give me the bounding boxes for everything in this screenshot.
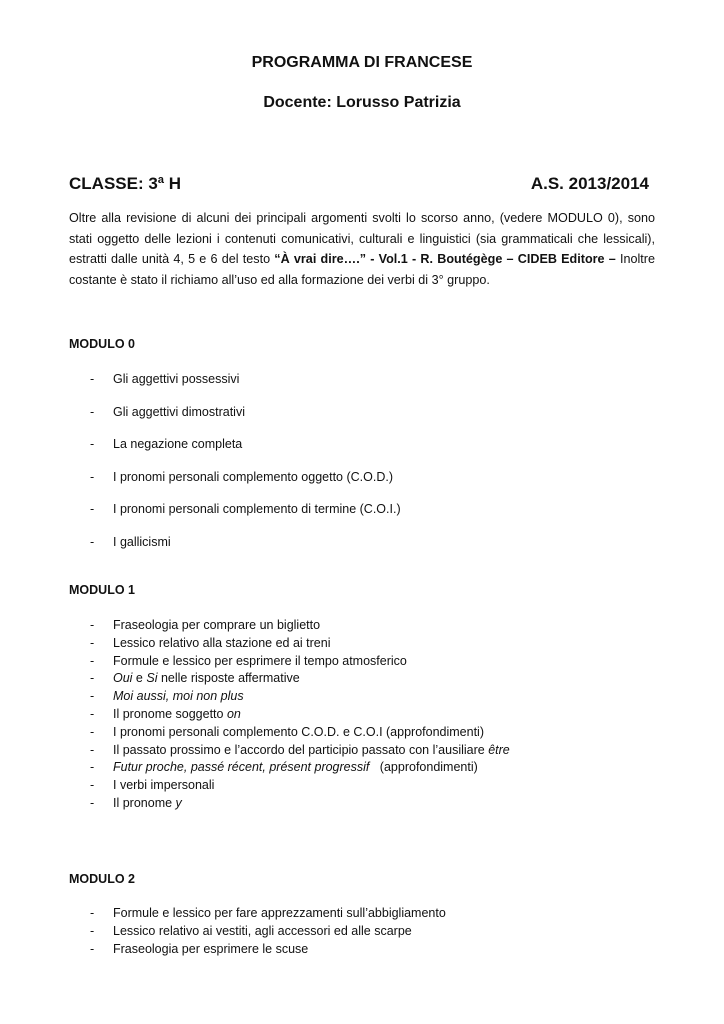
list-item: - Formule e lessico per fare apprezzamenti sull’abbigliamento bbox=[0, 905, 724, 923]
list-item: - I pronomi personali complemento oggetto (C.O.D.) bbox=[0, 469, 724, 502]
list-item: - I verbi impersonali bbox=[0, 777, 724, 795]
bullet-dash: - bbox=[90, 653, 95, 668]
list-item: - Fraseologia per esprimere le scuse bbox=[0, 941, 724, 959]
list-item: - I pronomi personali complemento C.O.D. e C.O.I (approfondimenti) bbox=[0, 724, 724, 742]
bullet-dash: - bbox=[90, 502, 95, 517]
list-item: - Il pronome y bbox=[0, 795, 724, 813]
intro-text: Oltre alla revisione di alcuni dei principali argomenti svolti lo scorso anno, (vedere MODULO 0), sono stati oggetto delle lezioni i contenuti comunicativi, culturali e linguistici (sia grammaticali che lessicali), estratti dalle unità 4, 5 e 6 del testo bbox=[69, 211, 655, 267]
list-item: - Lessico relativo ai vestiti, agli accessori ed alle scarpe bbox=[0, 923, 724, 941]
modulo-0-heading: MODULO 0 bbox=[69, 337, 135, 351]
list-item: - Lessico relativo alla stazione ed ai treni bbox=[0, 635, 724, 653]
bullet-dash: - bbox=[90, 941, 95, 956]
bullet-dash: - bbox=[90, 795, 95, 810]
page-title: PROGRAMMA DI FRANCESE bbox=[251, 54, 473, 71]
bullet-dash: - bbox=[90, 635, 95, 650]
bullet-dash: - bbox=[90, 372, 95, 386]
list-item: - Futur proche, passé récent, présent progressif (approfondimenti) bbox=[0, 759, 724, 777]
class-label: CLASSE: 3ª H bbox=[69, 174, 182, 193]
bullet-dash: - bbox=[90, 618, 95, 632]
textbook-reference: “À vrai dire….” - Vol.1 - R. Boutégège – CIDEB Editore – bbox=[274, 252, 616, 267]
teacher-name: Docente: Lorusso Patrizia bbox=[263, 94, 461, 111]
bullet-dash: - bbox=[90, 689, 95, 704]
bullet-dash: - bbox=[90, 906, 95, 920]
list-item: - Formule e lessico per esprimere il tempo atmosferico bbox=[0, 653, 724, 671]
list-item: - Il passato prossimo e l’accordo del participio passato con l’ausiliare être bbox=[0, 742, 724, 760]
bullet-dash: - bbox=[90, 742, 95, 757]
list-item: - I gallicismi bbox=[0, 534, 724, 567]
bullet-dash: - bbox=[90, 469, 95, 484]
bullet-dash: - bbox=[90, 437, 95, 452]
bullet-dash: - bbox=[90, 671, 95, 686]
modulo-2-heading: MODULO 2 bbox=[69, 872, 135, 886]
bullet-dash: - bbox=[90, 706, 95, 721]
list-item: - Moi aussi, moi non plus bbox=[0, 688, 724, 706]
modulo-2-list bbox=[0, 905, 724, 958]
bullet-dash: - bbox=[90, 923, 95, 938]
bullet-dash: - bbox=[90, 760, 95, 775]
intro-paragraph bbox=[69, 208, 655, 290]
list-item: - Gli aggettivi possessivi bbox=[0, 371, 724, 404]
intro-text-end: Inoltre costante è stato il richiamo all’uso ed alla formazione dei verbi di 3° gruppo. bbox=[69, 252, 655, 287]
list-item: - I pronomi personali complemento di termine (C.O.I.) bbox=[0, 501, 724, 534]
list-item: - Gli aggettivi dimostrativi bbox=[0, 404, 724, 437]
list-item: - Il pronome soggetto on bbox=[0, 706, 724, 724]
modulo-1-list bbox=[0, 617, 724, 813]
school-year: A.S. 2013/2014 bbox=[530, 174, 649, 193]
bullet-dash: - bbox=[90, 404, 95, 419]
list-item: - Oui e Si nelle risposte affermative bbox=[0, 670, 724, 688]
list-item: - La negazione completa bbox=[0, 436, 724, 469]
bullet-dash: - bbox=[90, 534, 95, 549]
list-item: - Fraseologia per comprare un biglietto bbox=[0, 617, 724, 635]
modulo-1-heading: MODULO 1 bbox=[69, 583, 135, 597]
bullet-dash: - bbox=[90, 724, 95, 739]
bullet-dash: - bbox=[90, 778, 95, 793]
modulo-0-list bbox=[0, 371, 724, 567]
